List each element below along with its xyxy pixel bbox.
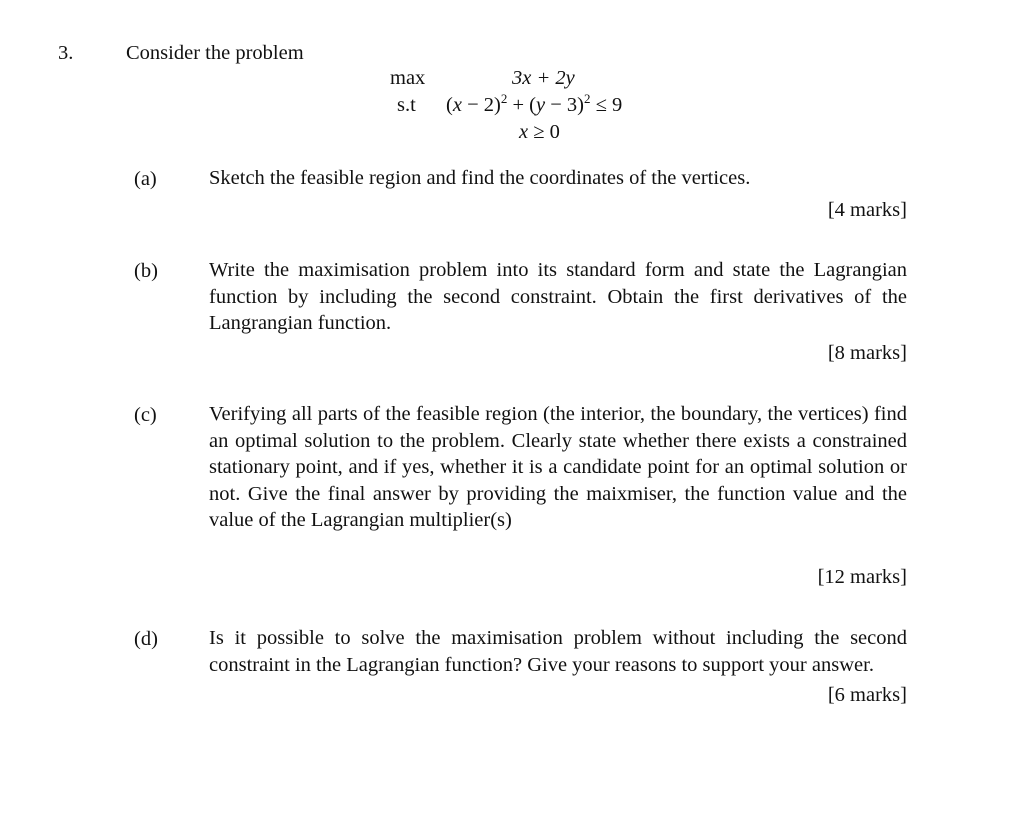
objective-function: 3x + 2y (512, 67, 575, 89)
part-c-marks: [12 marks] (817, 566, 907, 588)
question-number: 3. (58, 42, 74, 64)
part-d-marks: [6 marks] (827, 684, 907, 706)
part-a-text: Sketch the feasible region and find the coordinates of the vertices. (209, 167, 751, 189)
question-intro: Consider the problem (126, 42, 304, 64)
part-b-label: (b) (134, 260, 158, 282)
max-label: max (390, 67, 426, 89)
nonnegativity-constraint: x ≥ 0 (519, 121, 560, 143)
subject-to-label: s.t (397, 94, 416, 116)
part-a-marks: [4 marks] (827, 199, 907, 221)
part-d-text: Is it possible to solve the maximisation problem without including the second constraint in the Lagrangian function? Give your reasons to support your answer. (209, 627, 907, 676)
part-c-text: Verifying all parts of the feasible region (the interior, the boundary, the vertices) find an optimal solution to the problem. Clearly state whether there exists a constrained stationary point, and if yes, whether it is a candidate point for an optimal solution or not. Give the final answer by providing the maixmiser, the function value and the value of the Lagrangian multiplier(s) (209, 403, 907, 531)
part-d-label: (d) (134, 628, 158, 650)
circle-constraint: $(x - 2)^2 + (y - 3)^2 \le 9$ (446, 91, 623, 116)
part-b-text: Write the maximisation problem into its standard form and state the Lagrangian function by including the second constraint. Obtain the first derivatives of the Langrangian function. (209, 259, 907, 334)
part-a-label: (a) (134, 168, 157, 190)
part-b-marks: [8 marks] (827, 342, 907, 364)
part-c-label: (c) (134, 404, 157, 426)
